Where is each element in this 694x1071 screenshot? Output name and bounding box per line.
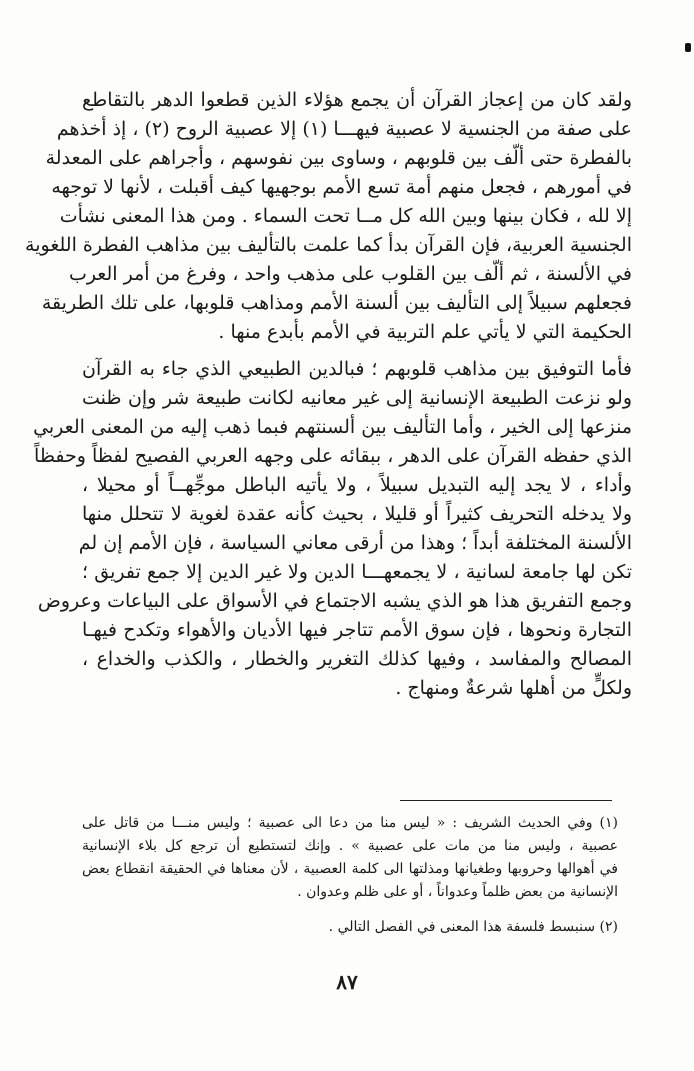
footnote-line: (٢) سنبسط فلسفة هذا المعنى في الفصل التالي . bbox=[328, 919, 618, 935]
paragraph-1 bbox=[25, 86, 632, 347]
footnote-divider bbox=[400, 800, 612, 801]
text-line: فجعلهم سبيلاً إلى التأليف بين ألسنة الأمم ومذاهب قلوبها، على تلك الطريقة bbox=[41, 292, 632, 314]
footnote-line: (١) وفي الحديث الشريف : « ليس منا من دعا الى عصبية ؛ وليس منـــا من قاتل على bbox=[82, 815, 618, 831]
text-line: في أمورهم ، فجعل منهم أمة تسع الأمم بوجهيها كيف أقبلت ، لأنها لا توجهه bbox=[51, 176, 632, 198]
main-text bbox=[25, 86, 632, 703]
text-line: وأداء ، لا يجد إليه التبديل سبيلاً ، ولا يأتيه الباطل موجِّهــاً أو محيلا ، bbox=[82, 474, 632, 496]
text-line: ولقد كان من إعجاز القرآن أن يجمع هؤلاء الذين قطعوا الدهر بالتقاطع bbox=[82, 89, 632, 111]
text-line: تكن لها جامعة لسانية ، لا يجمعهـــا الدين ولا غير الدين إلا جمع تفريق ؛ bbox=[82, 561, 632, 583]
text-line: الحكيمة التي لا يأتي علم التربية في الأمم بأبدع منها . bbox=[218, 321, 632, 343]
text-line: في الألسنة ، ثم ألّف بين القلوب على مذهب واحد ، وفرغ من أمر العرب bbox=[68, 263, 632, 285]
page-number: ٨٧ bbox=[336, 970, 358, 994]
text-line: ولو نزعت الطبيعة الإنسانية إلى غير معانيه لكانت طبيعة شر وإن ظنت bbox=[82, 387, 632, 409]
text-line: التجارة ونحوها ، فإن سوق الأمم تتاجر فيها الأديان والأهواء وتكدح فيهـا bbox=[82, 619, 632, 641]
footnote-line: الإنسانية من بعض ظلماً وعدواناً ، أو على ظلم وعدوان . bbox=[297, 884, 618, 900]
text-line: إلا لله ، فكان بينها وبين الله كل مــا تحت السماء . ومن هذا المعنى نشأت bbox=[59, 205, 632, 227]
text-line: على صفة من الجنسية لا عصبية فيهـــا (١) إلا عصبية الروح (٢) ، إذ أخذهم bbox=[56, 118, 632, 140]
text-line: ولا يدخله التحريف كثيراً أو قليلا ، بحيث كأنه عقدة لغوية لا تتحلل منها bbox=[82, 503, 632, 525]
text-line: المصالح والمفاسد ، وفيها كذلك التغرير والخطار ، والكذب والخداع ، bbox=[82, 648, 632, 670]
text-line: الجنسية العربية، فإن القرآن بدأ كما علمت بالتأليف بين مذاهب الفطرة اللغوية bbox=[25, 234, 632, 256]
footnote-line: في أهوالها وحروبها وطغيانها ومذلتها الى كلمة العصبية ، لأن معناها في الحقيقة انقطاع بعض bbox=[82, 861, 618, 877]
margin-mark bbox=[685, 43, 691, 52]
footnotes bbox=[82, 812, 618, 939]
text-line: منزعها إلى الخير ، وأما التأليف بين ألسنتهم فبما ذهب إليه من المعنى العربي bbox=[33, 416, 632, 438]
footnote-line: عصبية ، وليس منا من مات على عصبية » . وإنك لتستطيع أن ترجع كل بلاء الإنسانية bbox=[82, 838, 618, 854]
paragraph-2 bbox=[33, 355, 632, 703]
text-line: بالفطرة حتى ألّف بين قلوبهم ، وساوى بين نفوسهم ، وأجراهم على المعدلة bbox=[45, 147, 632, 169]
footnote-1 bbox=[82, 812, 618, 904]
text-line: وجمع التفريق هذا هو الذي يشبه الاجتماع في الأسواق على البياعات وعروض bbox=[37, 590, 632, 612]
text-line: الألسنة المختلفة أبداً ؛ وهذا من أرقى معاني السياسة ، فإن الأمم إن لم bbox=[78, 532, 632, 554]
text-line: ولكلٍّ من أهلها شرعةٌ ومنهاج . bbox=[395, 677, 632, 699]
footnote-2 bbox=[82, 916, 618, 939]
text-line: فأما التوفيق بين مذاهب قلوبهم ؛ فبالدين الطبيعي الذي جاء به القرآن bbox=[82, 358, 632, 380]
text-line: الذي حفظه القرآن على الدهر ، ببقائه على وجهه العربي الفصيح لفظاً وحفظاً bbox=[34, 445, 632, 467]
